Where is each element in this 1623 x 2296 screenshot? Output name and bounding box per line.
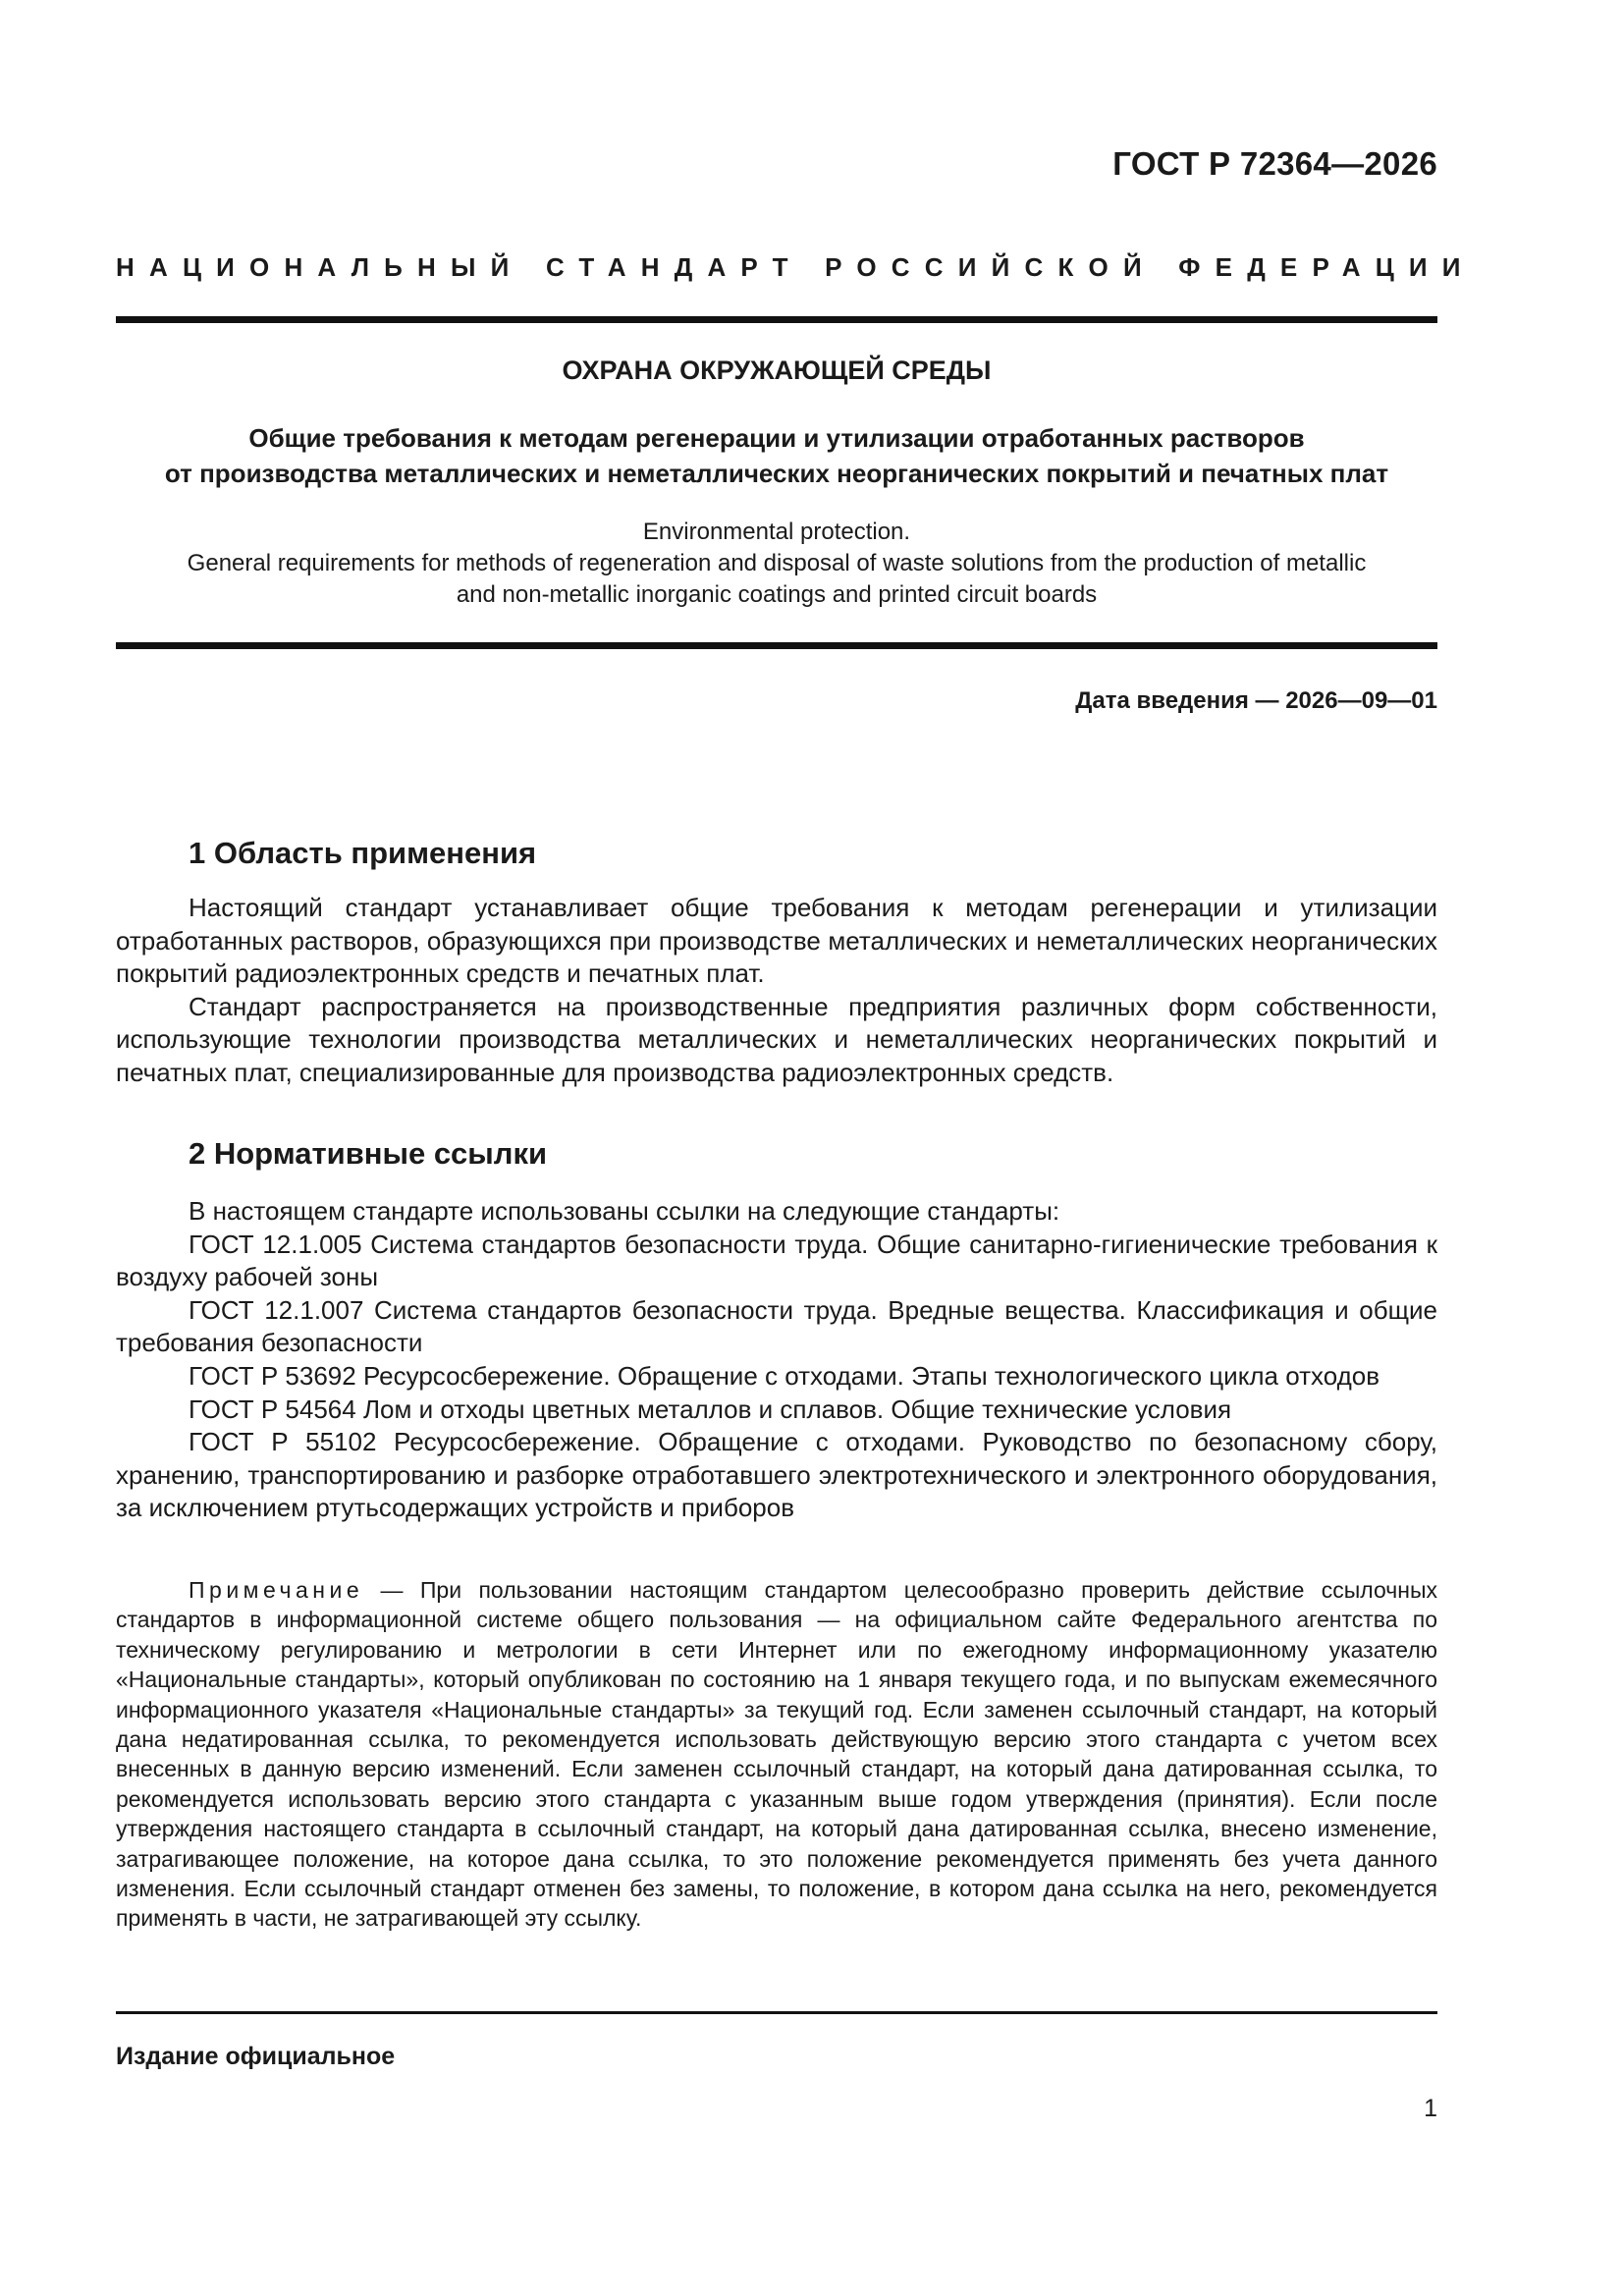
document-title: ОХРАНА ОКРУЖАЮЩЕЙ СРЕДЫ [562, 355, 992, 385]
section-references-body [116, 1195, 1437, 1525]
document-page [116, 0, 1476, 2296]
reference-item: ГОСТ 12.1.007 Система стандартов безопасности труда. Вредные вещества. Классификация и общие требования безопасности [116, 1294, 1437, 1358]
reference-item: ГОСТ Р 55102 Ресурсосбережение. Обращение с отходами. Руководство по безопасному сбору, хранению, транспортированию и разборке отработавшего электротехнического и электронного оборудования, за исключением ртутьсодержащих устройств и приборов [116, 1427, 1437, 1523]
official-edition-label: Издание официальное [116, 2043, 396, 2070]
subtitle-line: от производства металлических и неметаллических неорганических покрытий и печатных плат [164, 459, 1389, 488]
footer-divider [116, 2011, 1437, 2014]
top-divider [116, 316, 1437, 323]
english-title-line: General requirements for methods of regeneration and disposal of waste solutions from the production of metallic [187, 550, 1367, 576]
document-subtitle [116, 420, 1437, 491]
section-scope-body [116, 892, 1437, 1090]
paragraph: В настоящем стандарте использованы ссылки на следующие стандарты: [189, 1196, 1060, 1226]
english-title [116, 517, 1437, 611]
note-label: Примечание [189, 1577, 364, 1603]
note-block [116, 1575, 1437, 1934]
section-heading-references: 2 Нормативные ссылки [189, 1136, 548, 1171]
introduction-date: Дата введения — 2026—09—01 [1075, 687, 1437, 714]
paragraph: Стандарт распространяется на производственные предприятия различных форм собственности, использующие технологии производства металлических и неметаллических неорганических покрытий и печатных плат, специализированные для производства радиоэлектронных средств. [116, 991, 1437, 1087]
bottom-divider [116, 642, 1437, 649]
reference-item: ГОСТ 12.1.005 Система стандартов безопасности труда. Общие санитарно-гигиенические требования к воздуху рабочей зоны [116, 1229, 1437, 1292]
english-title-line: and non-metallic inorganic coatings and printed circuit boards [456, 581, 1098, 608]
subtitle-line: Общие требования к методам регенерации и утилизации отработанных растворов [248, 423, 1305, 453]
standard-number: ГОСТ Р 72364—2026 [1112, 145, 1437, 182]
page-number: 1 [1424, 2095, 1437, 2122]
reference-item: ГОСТ Р 54564 Лом и отходы цветных металлов и сплавов. Общие технические условия [189, 1394, 1232, 1424]
english-title-line: Environmental protection. [642, 519, 911, 545]
paragraph: Настоящий стандарт устанавливает общие требования к методам регенерации и утилизации отработанных растворов, образующихся при производстве металлических и неметаллических неорганических покрытий радиоэлектронных средств и печатных плат. [116, 893, 1437, 989]
national-standard-banner: НАЦИОНАЛЬНЫЙ СТАНДАРТ РОССИЙСКОЙ ФЕДЕРАЦИИ [116, 252, 1476, 282]
note-text: — При пользовании настоящим стандартом целесообразно проверить действие ссылочных стандартов в информационной системе общего пользования — на официальном сайте Федерального агентства по техническому регулированию и метрологии в сети Интернет или по ежегодному информационному указателю «Национальные стандарты», который опубликован по состоянию на 1 января текущего года, и по выпускам ежемесячного информационного указателя «Национальные стандарты» за текущий год. Если заменен ссылочный стандарт, на который дана недатированная ссылка, то рекомендуется использовать действующую версию этого стандарта с учетом всех внесенных в данную версию изменений. Если заменен ссылочный стандарт, на который дана датированная ссылка, то рекомендуется использовать версию этого стандарта с указанным выше годом утверждения (принятия). Если после утверждения настоящего стандарта в ссылочный стандарт, на который дана датированная ссылка, внесено изменение, затрагивающее положение, на которое дана ссылка, то это положение рекомендуется применять без учета данного изменения. Если ссылочный стандарт отменен без замены, то положение, в котором дана ссылка на него, рекомендуется применять в части, не затрагивающей эту ссылку. [116, 1577, 1437, 1932]
section-heading-scope: 1 Область применения [189, 836, 537, 870]
reference-item: ГОСТ Р 53692 Ресурсосбережение. Обращение с отходами. Этапы технологического цикла отходов [189, 1360, 1380, 1391]
